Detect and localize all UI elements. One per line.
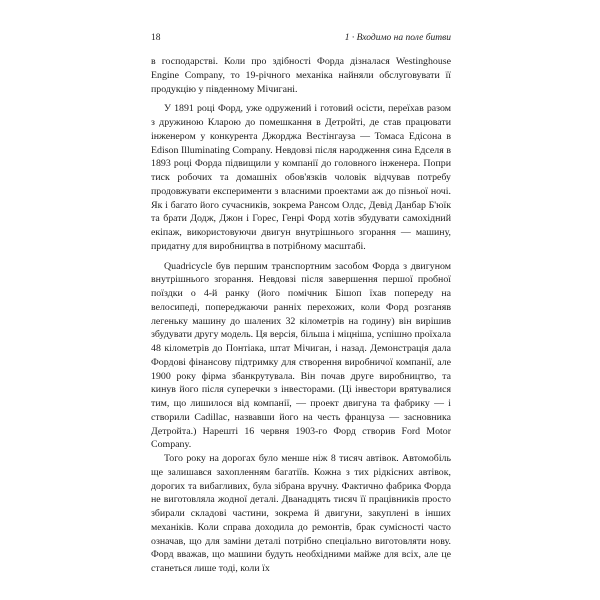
paragraph-production: Того року на дорогах було менше ніж 8 тисяч автівок. Автомобіль ще залишався захопленням багатіїв. Кожна з тих рідкісних автівок, дорогих та вибагливих, була зібрана вручну. Фактично фабрика Форда не виготовляла жодної деталі. Дванадцять тисяч її працівників просто збирали складові частини, зокрема й двигуни, закуплені в інших механіків. Коли справа доходила до ремонтів, брак сумісності часто означав, що для заміни деталі потрібно спеціально виготовляти нову. Форд вважав, що машини будуть необхідними майже для всіх, але це станеться лише тоді, коли їх — [151, 453, 451, 574]
body-text — [151, 55, 451, 576]
running-header — [151, 33, 451, 45]
paragraph-quadricycle: Quadricycle був першим транспортним засобом Форда з двигуном внутрішнього згорання. Невдовзі після завершення першої пробної поїздки о 4-й ранку (його помічник Бішоп їхав попереду на велосипеді, попереджаючи ранніх перехожих, коли Форд розганяв легеньку машину до шалених 32 кілометрів на годину) він вирішив збудувати другу модель. Ця версія, більша і міцніша, успішно проїхала 48 кілометрів до Понтіака, штат Мічиган, і назад. Демонстрація дала Фордові фінансову підтримку для створення виробничої компанії, але 1900 року фірма збанкрутувала. Він почав друге виробництво, та кинув його після суперечки з інвесторами. (Ці інвестори врятувалися тим, що лишилося від компанії, — проект двигуна та фабрику — і створили Cadillac, назвавши його на честь француза — засновника Детройта.) Нарешті 16 червня 1903-го Форд створив Ford Motor Company. — [151, 260, 451, 451]
chapter-title: 1 · Входимо на поле битви — [344, 33, 451, 43]
paragraph-continued: в господарстві. Коли про здібності Форда дізналася Westinghouse Engine Company, то 19-річного механіка найняли обслуговувати її продукцію у південному Мічигані. — [151, 56, 451, 95]
page-number: 18 — [151, 33, 161, 43]
paragraph-1891: У 1891 році Форд, уже одружений і готовий осісти, переїхав разом з дружиною Кларою до помешкання в Детройті, де став працювати інженером у конкурента Джорджа Вестінгауза — Томаса Едісона в Edison Illuminating Company. Невдовзі після народження сина Едселя в 1893 році Форда підвищили у компанії до головного інженера. Попри тиск робочих та домашніх обов'язків чоловік відчував потребу продовжувати експерименти з власними проектами аж до пізньої ночі. Як і багато його сучасників, зокрема Рансом Олдс, Девід Данбар Б'юїк та брати Додж, Джон і Горес, Генрі Форд хотів збудувати самохідний екіпаж, використовуючи двигун внутрішнього згорання — машину, придатну для виробництва в потрібному масштабі. — [151, 103, 451, 252]
